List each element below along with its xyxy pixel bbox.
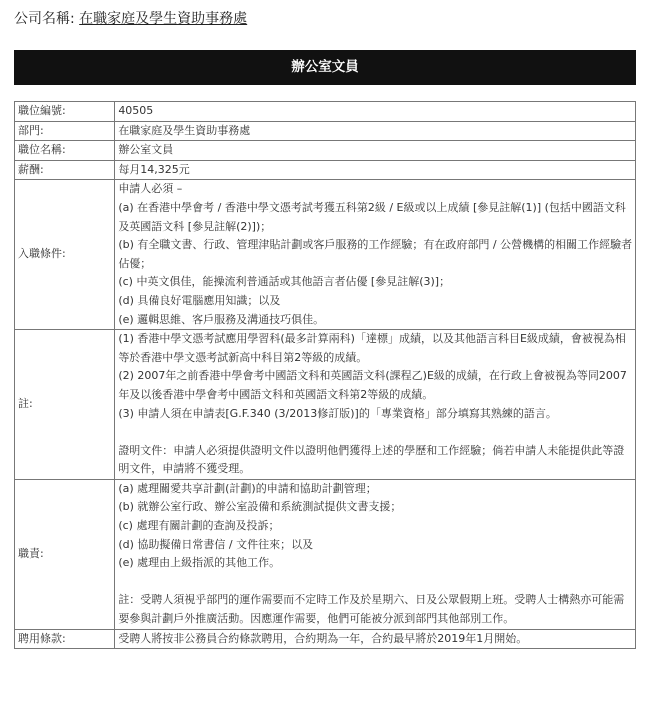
- requirements-label: 入職條件:: [15, 180, 115, 330]
- requirement-line: (a) 在香港中學會考 / 香港中學文憑考試考獲五科第2級 / E級或以上成績 [參見註解(1)] (包括中國語文科及英國語文科 [參見註解(2)])；: [118, 200, 626, 233]
- duty-line: (a) 處理關愛共享計劃(計劃)的申請和協助計劃管理；: [118, 481, 377, 495]
- salary-label: 薪酬:: [15, 160, 115, 180]
- duty-line: (c) 處理有關計劃的查詢及投訴；: [118, 519, 280, 533]
- department-label: 部門:: [15, 121, 115, 141]
- duty-line: (b) 就辦公室行政、辦公室設備和系統測試提供文書支援；: [118, 500, 402, 514]
- row-notes: [15, 330, 636, 480]
- duty-line: 註：受聘人須視乎部門的運作需要而不定時工作及於星期六、日及公眾假期上班。受聘人士構熱亦可能需要參與計劃戶外推廣活動。因應運作需要，他們可能被分派到部門其他部別工作。: [118, 593, 625, 626]
- notes-value: [115, 330, 636, 480]
- note-line: (1) 香港中學文憑考試應用學習科(最多計算兩科)「達標」成績，以及其他語言科目E級成績，會被視為相等於香港中學文憑考試新高中科目第2等級的成績。: [118, 332, 626, 364]
- duty-spacer: [118, 573, 633, 592]
- terms-value: 受聘人將按非公務員合約條款聘用，合約期為一年，合約最早將於2019年1月開始。: [115, 629, 636, 649]
- duty-line: (e) 處理由上級指派的其他工作。: [118, 556, 281, 570]
- note-line: (3) 申請人須在申請表[G.F.340 (3/2013修訂版)]的「專業資格」部分填寫其熟練的語言。: [118, 406, 557, 420]
- job-number-value: 40505: [115, 102, 636, 122]
- terms-label: 聘用條款:: [15, 629, 115, 649]
- row-terms: [15, 629, 636, 649]
- company-line: [14, 9, 247, 29]
- notes-label: 註:: [15, 330, 115, 480]
- duties-label: 職責:: [15, 479, 115, 629]
- row-job-number: [15, 102, 636, 122]
- requirement-line: 申請人必須 –: [118, 182, 183, 196]
- row-duties: [15, 479, 636, 629]
- requirement-line: (b) 有全職文書、行政、管理津貼計劃或客戶服務的工作經驗；有在政府部門 / 公營機構的相關工作經驗者佔優；: [118, 238, 633, 270]
- requirements-value: [115, 180, 636, 330]
- note-line: 證明文件：申請人必須提供證明文件以證明他們獲得上述的學歷和工作經驗；倘若申請人未能提供此等證明文件，申請將不獲受理。: [118, 443, 625, 476]
- position-label: 職位名稱:: [15, 141, 115, 161]
- note-spacer: [118, 423, 633, 442]
- requirement-line: (d) 具備良好電腦應用知識；以及: [118, 293, 281, 307]
- duty-line: (d) 協助擬備日常書信 / 文件往來；以及: [118, 537, 314, 551]
- row-salary: [15, 160, 636, 180]
- requirement-line: (c) 中英文俱佳，能操流利普通話或其他語言者佔優 [參見註解(3)]；: [118, 275, 451, 289]
- row-department: [15, 121, 636, 141]
- company-label: 公司名稱:: [14, 11, 75, 27]
- department-value: 在職家庭及學生資助事務處: [115, 121, 636, 141]
- company-name-link[interactable]: 在職家庭及學生資助事務處: [79, 11, 248, 27]
- note-line: (2) 2007年之前香港中學會考中國語文科和英國語文科(課程乙)E級的成績，在行政上會被視為等同2007年及以後香港中學會考中國語文科和英國語文科第2等級的成績。: [118, 369, 627, 401]
- requirement-line: (e) 邏輯思維、客戶服務及溝通技巧俱佳。: [118, 312, 325, 326]
- row-position: [15, 141, 636, 161]
- salary-value: 每月14,325元: [115, 160, 636, 180]
- job-details-table: [14, 101, 636, 649]
- job-title-banner: 辦公室文員: [14, 50, 636, 85]
- job-number-label: 職位編號:: [15, 102, 115, 122]
- row-requirements: [15, 180, 636, 330]
- duties-value: [115, 479, 636, 629]
- position-value: 辦公室文員: [115, 141, 636, 161]
